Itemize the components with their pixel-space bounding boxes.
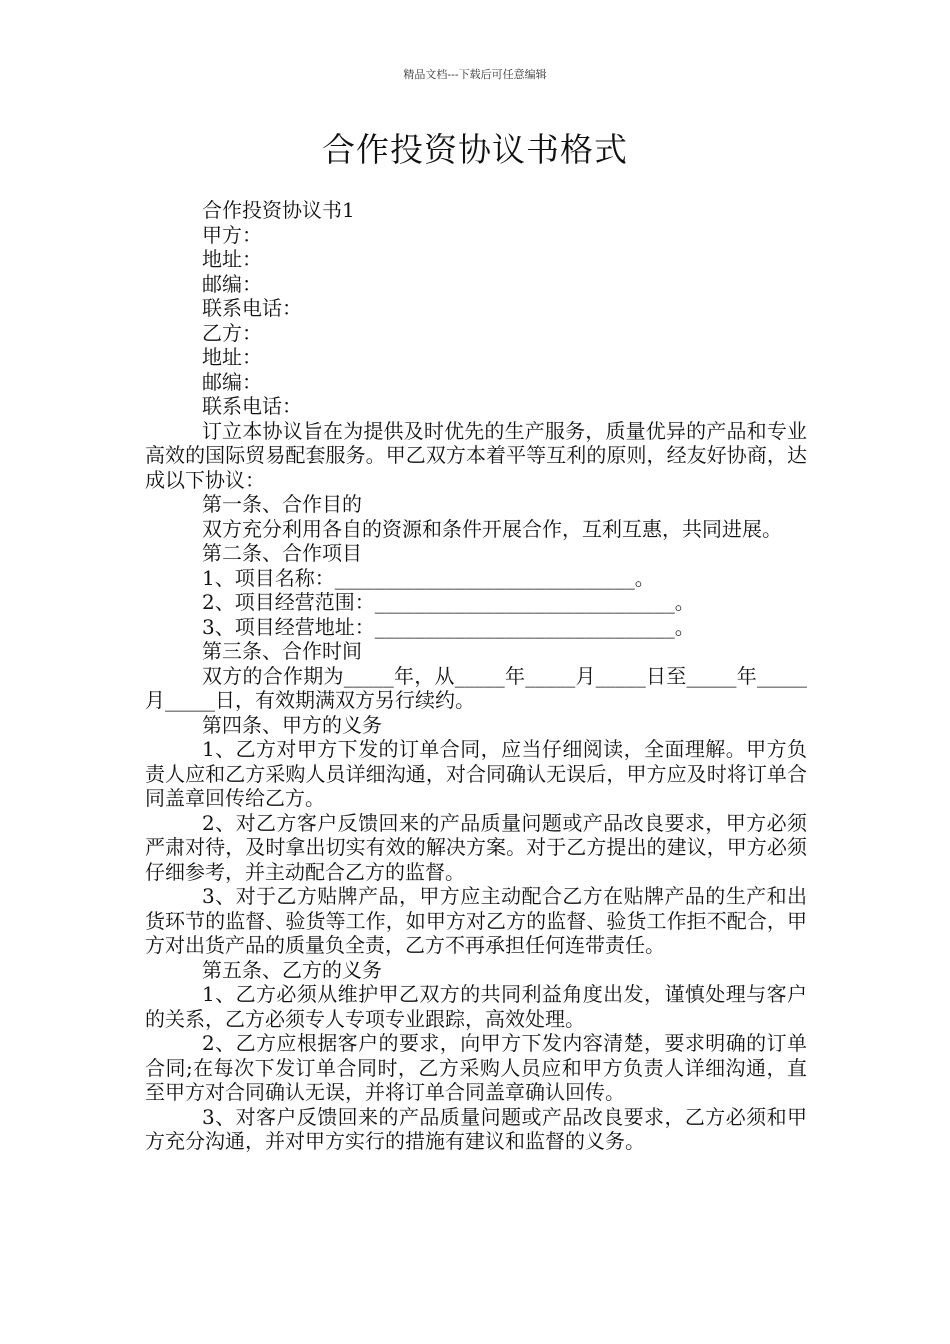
party-a-address: 地址：	[202, 247, 262, 271]
article5-heading: 第五条、乙方的义务	[202, 957, 382, 982]
article5-para-2: 2、乙方应根据客户的要求，向甲方下发内容清楚，要求明确的订单合同;在每次下发订单合同时，乙方采购人员应和甲方负责人详细沟通，直至甲方对合同确认无误，并将订单合同盖章确认回传。	[145, 1031, 807, 1104]
party-b-postcode: 邮编：	[202, 369, 262, 394]
article4-para-1: 1、乙方对甲方下发的订单合同，应当仔细阅读，全面理解。甲方负责人应和乙方采购人员详细沟通，对合同确认无误后，甲方应及时将订单合同盖章回传给乙方。	[145, 737, 807, 810]
article3-heading: 第三条、合作时间	[202, 639, 362, 663]
agreement-number: 合作投资协议书1	[202, 198, 355, 222]
article4-para-2: 2、对乙方客户反馈回来的产品质量问题或产品改良要求，甲方必须严肃对待，及时拿出切实有效的解决方案。对于乙方提出的建议，甲方必须仔细参考，并主动配合乙方的监督。	[145, 810, 807, 884]
article5-para-3: 3、对客户反馈回来的产品质量问题或产品改良要求，乙方必须和甲方充分沟通，并对甲方实行的措施有建议和监督的义务。	[145, 1104, 807, 1153]
project-scope-line: 2、项目经营范围：______________________________。	[202, 590, 695, 614]
party-b-phone: 联系电话：	[202, 394, 302, 418]
article4-heading: 第四条、甲方的义务	[202, 712, 382, 737]
project-name-line: 1、项目名称：______________________________。	[202, 565, 655, 590]
party-b-label: 乙方：	[202, 320, 262, 345]
article1-heading: 第一条、合作目的	[202, 492, 362, 516]
article2-heading: 第二条、合作项目	[202, 541, 362, 565]
party-b-address: 地址：	[202, 345, 262, 369]
article1-text: 双方充分利用各自的资源和条件开展合作，互利互惠，共同进展。	[202, 516, 782, 541]
article5-para-1: 1、乙方必须从维护甲乙双方的共同利益角度出发，谨慎处理与客户的关系，乙方必须专人专项专业跟踪，高效处理。	[145, 982, 807, 1031]
page-header: 精品文档---下载后可任意编辑	[403, 68, 547, 81]
document-title: 合作投资协议书格式	[322, 130, 628, 169]
intro-paragraph: 订立本协议旨在为提供及时优先的生产服务，质量优异的产品和专业高效的国际贸易配套服务。甲乙双方本着平等互利的原则，经友好协商，达成以下协议：	[145, 418, 807, 492]
article4-para-3: 3、对于乙方贴牌产品，甲方应主动配合乙方在贴牌产品的生产和出货环节的监督、验货等工作，如甲方对乙方的监督、验货工作拒不配合，甲方对出货产品的质量负全责，乙方不再承担任何连带责任。	[145, 884, 807, 957]
document-body	[145, 198, 807, 1154]
party-a-label: 甲方：	[202, 222, 262, 247]
party-a-phone: 联系电话：	[202, 296, 302, 320]
party-a-postcode: 邮编：	[202, 271, 262, 296]
article3-text: 双方的合作期为_____年，从_____年_____月_____日至_____年_____月_____日，有效期满双方另行续约。	[145, 663, 807, 712]
project-address-line: 3、项目经营地址：______________________________。	[202, 614, 695, 639]
